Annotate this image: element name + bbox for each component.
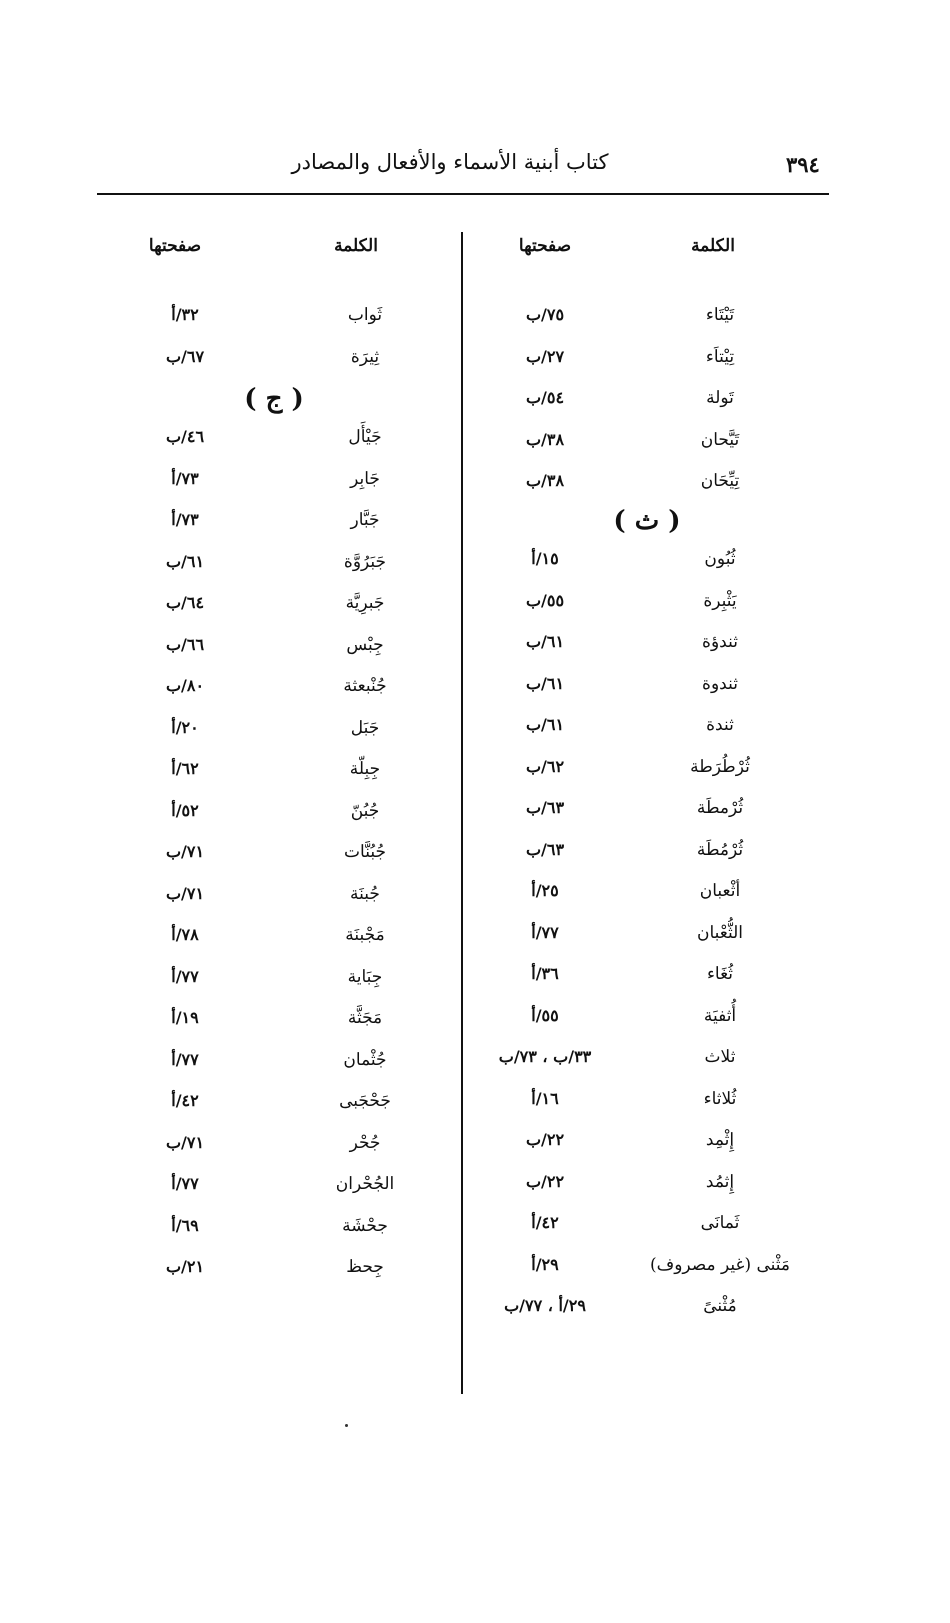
entry-page-ref: ٦٣/ب [525, 839, 565, 859]
left-column-entry [0, 503, 950, 537]
left-column-entry [0, 545, 950, 579]
entry-word: ثندة [706, 715, 734, 735]
entry-page-ref: ٣٨/ب [525, 471, 565, 490]
running-title: كتاب أبنية الأسماء والأفعال والمصادر [291, 150, 609, 174]
entry-word: جَبَل [350, 717, 380, 738]
left-column-entry [0, 960, 950, 994]
left-column-entry [0, 298, 950, 332]
entry-word: ثُلاثاء [703, 1088, 737, 1109]
left-column-entry [0, 586, 950, 620]
left-column-entry [0, 877, 950, 911]
left-column-entry [0, 752, 950, 786]
entry-page-ref: ٣٨/ب [525, 429, 565, 449]
entry-page-ref: ٧٣/أ [171, 468, 199, 488]
entry-word: مَجْبنَة [345, 925, 385, 945]
left-column-entry [0, 918, 950, 952]
entry-page-ref: ٦٧/ب [165, 346, 205, 366]
entry-word: جُبنَة [350, 883, 380, 904]
entry-word: تَولة [706, 388, 734, 408]
entry-page-ref: ٧٨/أ [171, 925, 199, 944]
entry-word: جَبرِيَّة [345, 593, 385, 613]
entry-page-ref: ٤٢/أ [531, 1213, 559, 1232]
entry-word: جُثْمان [343, 1049, 387, 1070]
entry-word: يَثْبِرة [703, 590, 737, 611]
entry-page-ref: ٧٧/أ [171, 966, 199, 986]
entry-page-ref: ٢٩/أ ، ٧٧/ب [504, 1296, 586, 1315]
stray-dot [345, 1424, 348, 1427]
entry-word: تِيْتاَء [705, 346, 735, 367]
left-column-entry [0, 462, 950, 496]
entry-word: أثْعبان [699, 881, 741, 901]
entry-page-ref: ٧١/ب [165, 842, 205, 861]
entry-page-ref: ٥٢/أ [171, 800, 199, 820]
entry-page-ref: ٧٧/أ [171, 1049, 199, 1069]
entry-page-ref: ٤٢/أ [171, 1091, 199, 1110]
entry-page-ref: ٢٥/أ [531, 881, 559, 900]
left-column-entry [0, 1001, 950, 1035]
entry-page-ref: ١٩/أ [171, 1008, 199, 1027]
entry-page-ref: ٥٤/ب [525, 388, 565, 407]
entry-page-ref: ٦٤/ب [165, 593, 205, 612]
entry-word: الثُّعْبان [696, 922, 744, 943]
entry-page-ref: ٣٣/ب ، ٧٣/ب [498, 1047, 592, 1066]
left-column-entry [0, 1043, 950, 1077]
entry-word: جَابِر [350, 468, 380, 489]
entry-word: ثَمانَى [700, 1213, 740, 1233]
left-column-entry [0, 1167, 950, 1201]
left-column-entry [0, 1250, 950, 1284]
entry-word: جِحظ [346, 1257, 384, 1277]
entry-word: جِبْس [346, 634, 384, 655]
entry-page-ref: ٧٥/ب [525, 305, 565, 324]
entry-page-ref: ٢٩/أ [531, 1254, 559, 1274]
left-column-word-header: الكلمة [334, 236, 378, 256]
right-column-entry [0, 1289, 950, 1323]
left-column-entry [0, 835, 950, 869]
entry-word: جَبَّار [350, 510, 380, 530]
entry-word: جحْشَة [342, 1215, 388, 1236]
left-column-page-header: صفحتها [148, 236, 202, 256]
entry-word: جُبُنّ [350, 800, 380, 821]
left-column-entry [0, 1126, 950, 1160]
left-column-entry [0, 794, 950, 828]
entry-word: ثُغَاء [706, 964, 734, 984]
entry-word: ثَواب [347, 305, 383, 325]
entry-page-ref: ٤٦/ب [165, 427, 205, 446]
entry-word: ثُرْمطَة [696, 798, 744, 818]
entry-word: جَحْجَبى [339, 1091, 391, 1111]
entry-word: أُثفيَة [703, 1005, 737, 1026]
entry-page-ref: ٦٩/أ [171, 1215, 199, 1235]
entry-page-ref: ٢٢/ب [525, 1130, 565, 1149]
entry-word: تَيْتَاء [705, 305, 735, 325]
entry-word: ثُبُون [704, 549, 736, 569]
left-column-entry [0, 1084, 950, 1118]
entry-page-ref: ٨٠/ب [165, 676, 205, 695]
entry-word: مُثْنىً [703, 1296, 737, 1316]
entry-page-ref: ٧١/ب [165, 1132, 205, 1152]
page-number: ٣٩٤ [786, 152, 820, 177]
entry-word: ثندؤة [702, 632, 738, 652]
entry-word: جُبُنَّات [344, 842, 386, 862]
entry-page-ref: ٧٧/أ [531, 922, 559, 942]
entry-page-ref: ٥٥/أ [531, 1005, 559, 1025]
left-column-entry [0, 420, 950, 454]
left-column-entry [0, 340, 950, 374]
entry-word: إِثمُد [705, 1171, 735, 1192]
left-column-section-heading: ( ج ) [244, 384, 304, 414]
entry-word: ثِيرَة [350, 346, 380, 367]
entry-word: جُحْر [349, 1132, 381, 1153]
entry-word: تَيَّحان [700, 429, 740, 450]
left-column-entry [0, 1209, 950, 1243]
entry-word: جِبَاية [347, 966, 383, 987]
entry-page-ref: ٦٢/أ [171, 759, 199, 778]
right-column-section-heading: ( ث ) [613, 506, 681, 536]
entry-page-ref: ٣٦/أ [531, 964, 559, 983]
entry-word: جَيْأَل [348, 427, 382, 447]
entry-page-ref: ٧١/ب [165, 883, 205, 903]
entry-page-ref: ٦٣/ب [525, 798, 565, 817]
entry-page-ref: ٥٥/ب [525, 590, 565, 610]
entry-word: جَبَرُوَّة [343, 551, 387, 572]
entry-word: ثلاث [704, 1047, 736, 1067]
entry-word: ثندوة [702, 673, 738, 694]
entry-page-ref: ٢٧/ب [525, 346, 565, 366]
entry-page-ref: ١٦/أ [531, 1088, 559, 1108]
entry-word: جُنْبعثة [343, 676, 387, 696]
entry-page-ref: ١٥/أ [531, 549, 559, 568]
right-column-page-header: صفحتها [518, 236, 572, 256]
entry-page-ref: ٦٢/ب [525, 756, 565, 776]
entry-word: ثُرْمُطَة [696, 839, 744, 860]
entry-page-ref: ٦١/ب [165, 551, 205, 571]
left-column-entry [0, 711, 950, 745]
entry-word: مَجَثَّة [347, 1008, 383, 1028]
entry-word: إِثْمِد [705, 1130, 735, 1150]
left-column-entry [0, 669, 950, 703]
left-column-entry [0, 628, 950, 662]
right-column-entry [0, 381, 950, 415]
entry-page-ref: ٢١/ب [165, 1257, 205, 1276]
entry-word: مَثْنى (غير مصروف) [649, 1254, 791, 1275]
entry-word: جِبِلّة [349, 759, 381, 779]
entry-word: ثُرْطُرَطة [690, 756, 750, 777]
entry-page-ref: ٦١/ب [525, 715, 565, 734]
right-column-word-header: الكلمة [691, 236, 735, 256]
entry-page-ref: ٦٦/ب [165, 634, 205, 654]
entry-page-ref: ٧٣/أ [171, 510, 199, 529]
entry-page-ref: ٦١/ب [525, 632, 565, 651]
entry-page-ref: ٢٢/ب [525, 1171, 565, 1191]
entry-page-ref: ٦١/ب [525, 673, 565, 693]
entry-word: تِيِّحَان [700, 471, 740, 491]
entry-page-ref: ٢٠/أ [171, 717, 199, 737]
entry-page-ref: ٧٧/أ [171, 1174, 199, 1193]
entry-page-ref: ٣٢/أ [171, 305, 199, 324]
entry-word: الجُحْران [335, 1174, 395, 1194]
